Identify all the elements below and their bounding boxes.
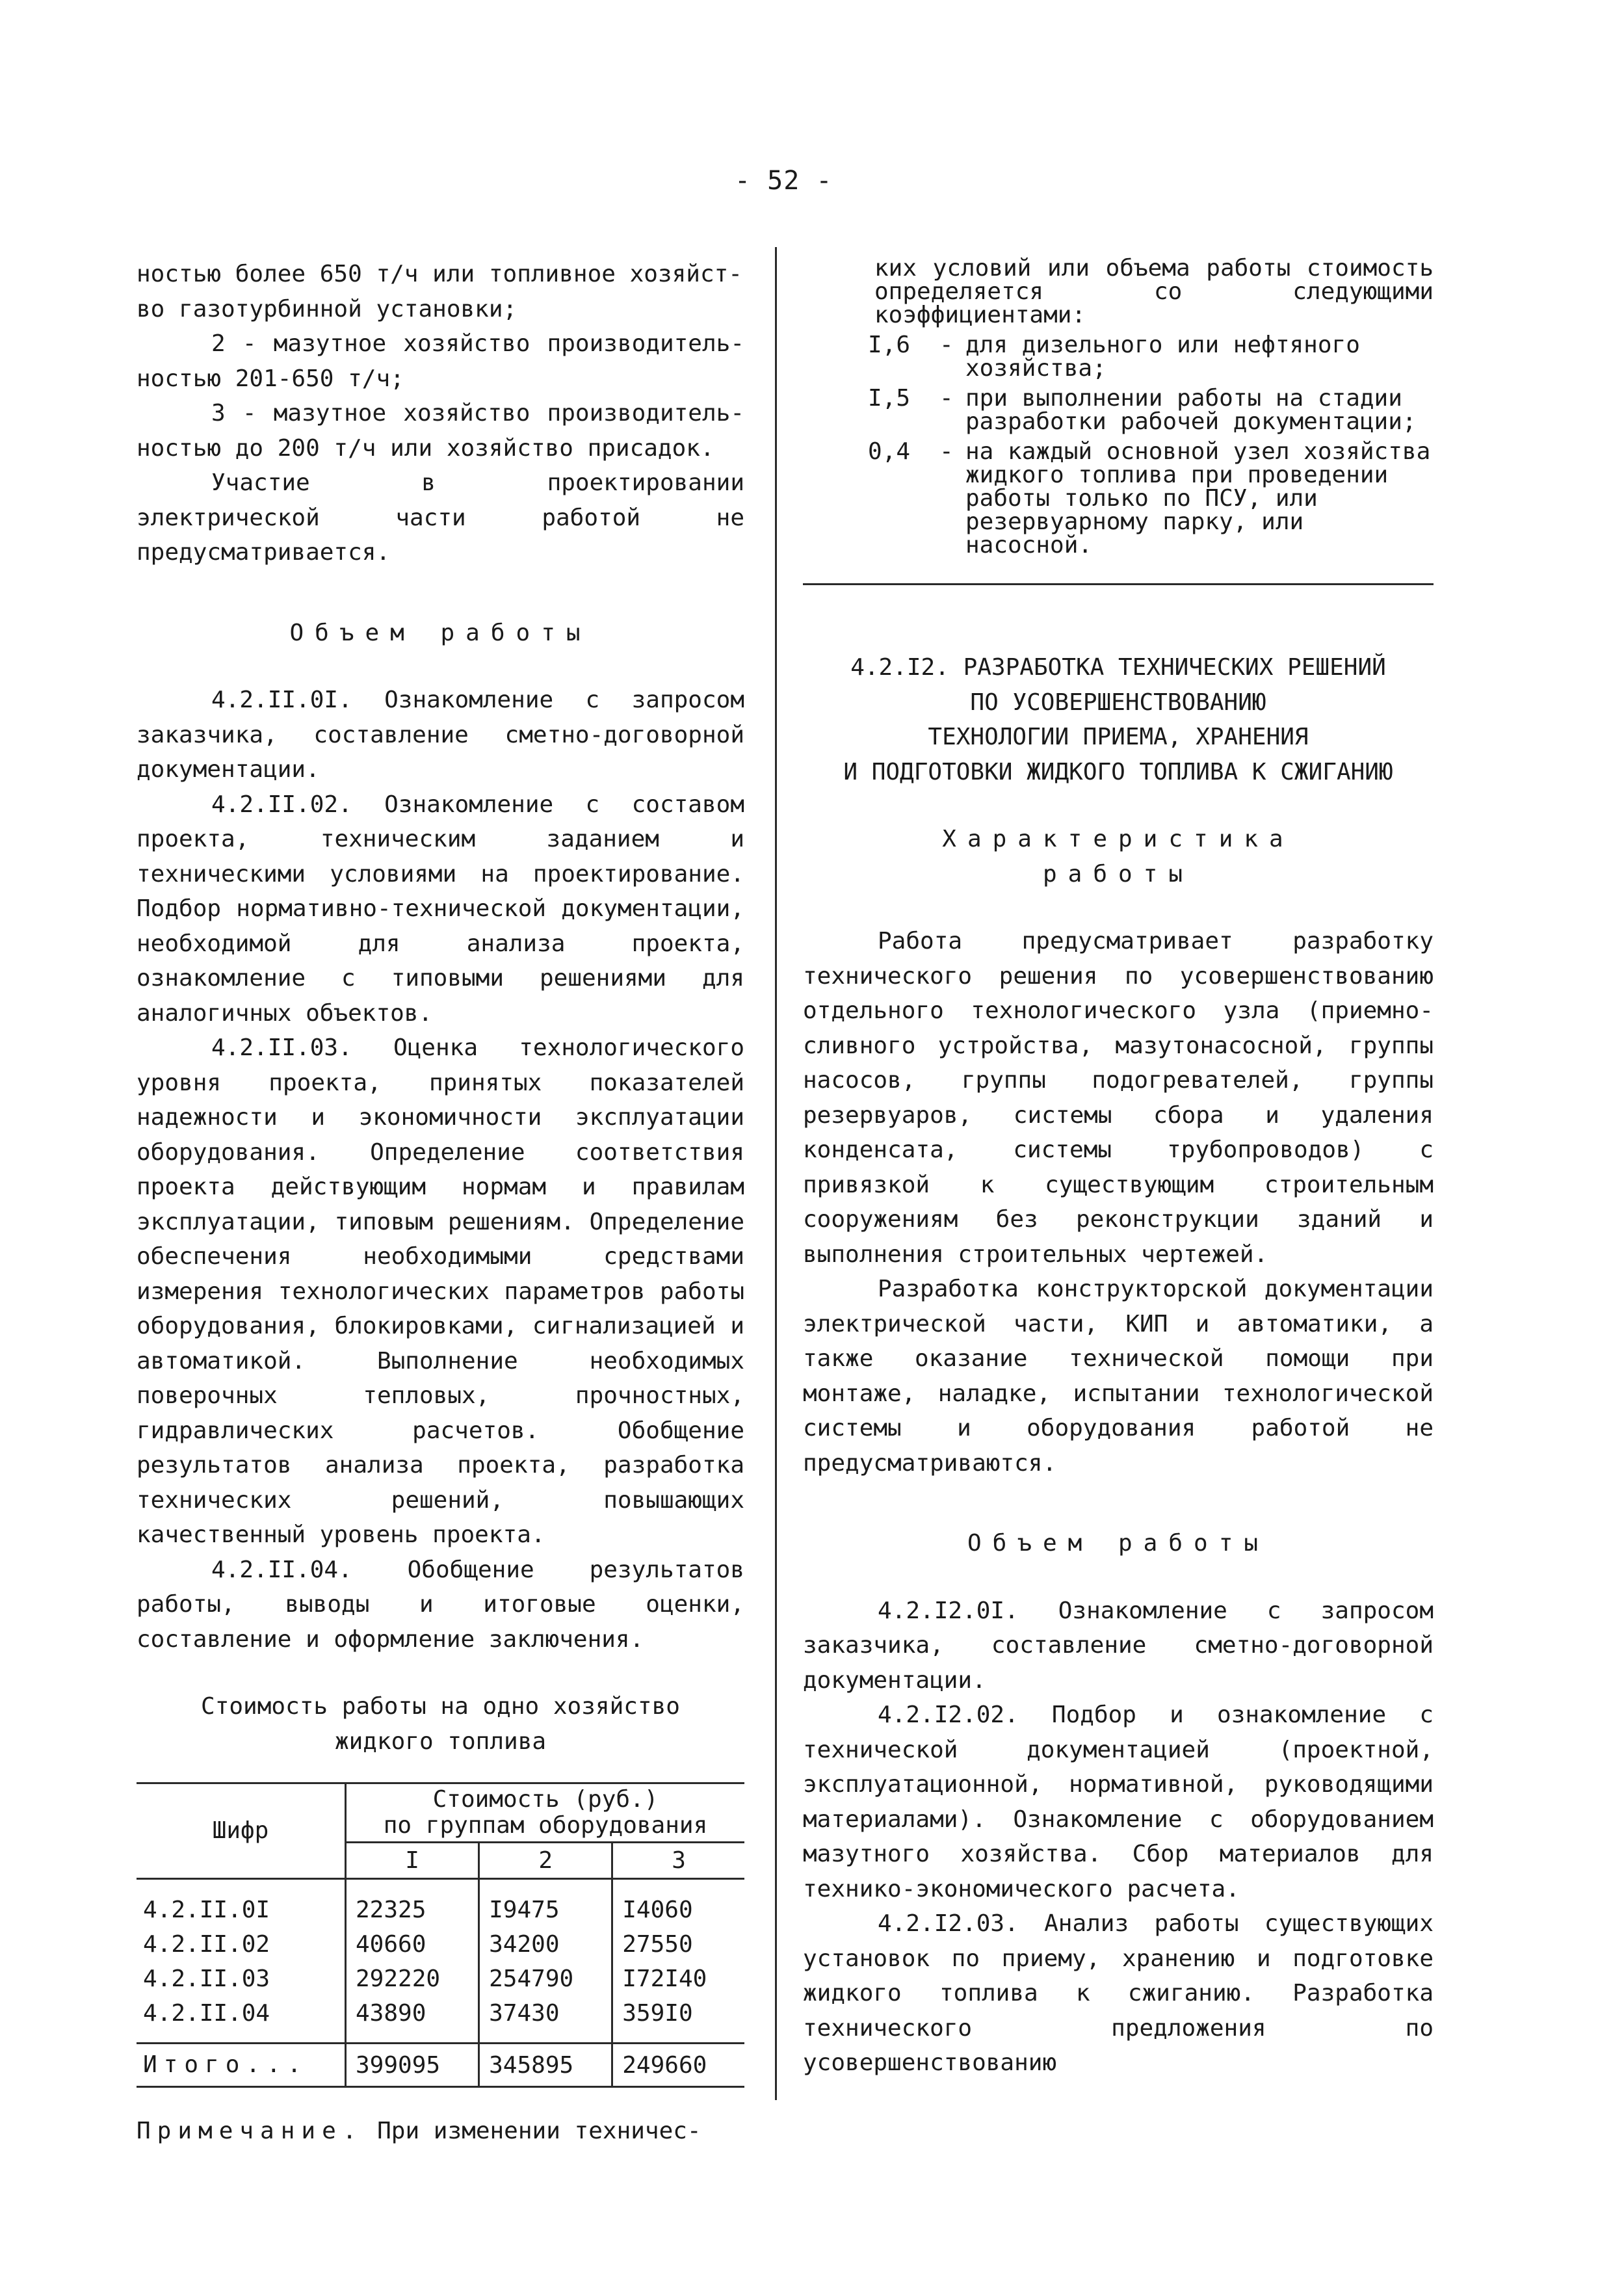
row-value-group-1: 43890 — [346, 1996, 479, 2044]
coefficient-item — [803, 440, 1434, 557]
coefficient-text: при выполнении работы на стадии разработки рабочей документации; — [965, 385, 1417, 435]
row-code: 4.2.II.04 — [143, 2000, 270, 2027]
group-1-header: I — [346, 1843, 479, 1879]
coefficient-item — [803, 334, 1434, 380]
row-value-group-2: I9475 — [479, 1879, 612, 1928]
left-column — [137, 257, 744, 2149]
participation-note: Участие в проектировании электрической части работой не предусматривается. — [137, 469, 744, 566]
section-title-line-1: 4.2.I2. РАЗРАБОТКА ТЕХНИЧЕСКИХ РЕШЕНИЙ — [850, 654, 1386, 681]
coefficient-value: I,5 — [868, 385, 911, 412]
intro-line-2: во газотурбинной установки; — [137, 295, 517, 322]
note-text: При изменении техничес- — [377, 2118, 701, 2144]
col-cost-header — [346, 1783, 745, 1843]
total-label: Итого... — [143, 2051, 308, 2078]
row-value-group-2: 34200 — [479, 1927, 612, 1962]
group-2-header: 2 — [479, 1843, 612, 1879]
page-number: - 52 - — [735, 166, 833, 196]
coefficient-dash: - — [939, 438, 954, 465]
step-4-2-11-01: 4.2.II.0I. Ознакомление с запросом заказчика, составление сметно-договорной документации. — [137, 687, 744, 783]
row-value-group-3: I72I40 — [612, 1962, 744, 1996]
table-caption-line-2: жидкого топлива — [334, 1728, 547, 1755]
coefficient-dash: - — [939, 385, 954, 412]
section-title-line-2: ПО УСОВЕРШЕНСТВОВАНИЮ — [970, 689, 1266, 716]
characteristic-heading-line-2: работы — [1042, 860, 1194, 888]
step-4-2-12-02: 4.2.I2.02. Подбор и ознакомление с технической документацией (проектной, эксплуатационной, нормативной, руководящими материалами). Ознакомление с оборудованием мазутного хозяйства. Сбор материалов для технико-экономического расчета. — [803, 1702, 1434, 1902]
table-row — [137, 1962, 744, 1996]
step-4-2-11-04: 4.2.II.04. Обобщение результатов работы, выводы и итоговые оценки, составление и оформление заключения. — [137, 1556, 744, 1653]
characteristic-paragraph-1: Работа предусматривает разработку технического решения по усовершенствованию отдельного технологического узла (приемно-сливного устройства, мазутонасосной, группы насосов, группы подогревателей, группы резервуаров, системы сбора и удаления конденсата, системы трубопроводов) с привязкой к существующим строительным сооружениям без реконструкции зданий и выполнения строительных чертежей. — [803, 928, 1434, 1268]
equipment-group-3: 3 - мазутное хозяйство производитель-ностью до 200 т/ч или хозяйство присадок. — [137, 400, 744, 462]
cost-table — [137, 1782, 744, 2088]
row-code: 4.2.II.03 — [143, 1966, 270, 1992]
row-value-group-2: 37430 — [479, 1996, 612, 2044]
section-title-line-4: И ПОДГОТОВКИ ЖИДКОГО ТОПЛИВА К СЖИГАНИЮ — [843, 758, 1393, 785]
col-cost-header-line-1: Стоимость (руб.) — [432, 1786, 659, 1813]
group-3-header: 3 — [612, 1843, 744, 1879]
row-value-group-3: I4060 — [612, 1879, 744, 1928]
intro-line-1: ностью более 650 т/ч или топливное хозяйст- — [137, 261, 742, 287]
section-title — [803, 650, 1434, 789]
row-value-group-2: 254790 — [479, 1962, 612, 1996]
scope-heading: Объем работы — [289, 619, 592, 646]
step-4-2-12-01: 4.2.I2.0I. Ознакомление с запросом заказчика, составление сметно-договорной документации. — [803, 1597, 1434, 1694]
coefficient-value: I,6 — [868, 332, 911, 358]
coefficient-dash: - — [939, 332, 954, 358]
table-row — [137, 1927, 744, 1962]
column-divider — [775, 247, 777, 2100]
step-4-2-11-03: 4.2.II.03. Оценка технологического уровня проекта, принятых показателей надежности и экономичности эксплуатации оборудования. Определение соответствия проекта действующим нормам и правилам эксплуатации, типовым решениям. Определение обеспечения необходимыми средствами измерения технологических параметров работы оборудования, блокировками, сигнализацией и автоматикой. Выполнение необходимых поверочных тепловых, прочностных, гидравлических расчетов. Обобщение результатов анализа проекта, разработка технических решений, повышающих качественный уровень проекта. — [137, 1034, 744, 1548]
col-cost-header-line-2: по группам оборудования — [383, 1812, 708, 1839]
characteristic-paragraph-2: Разработка конструкторской документации электрической части, КИП и автоматики, а также оказание технической помощи при монтаже, наладке, испытании технологической системы и оборудования работой не предусматриваются. — [803, 1276, 1434, 1477]
note — [137, 2114, 744, 2149]
row-value-group-1: 292220 — [346, 1962, 479, 1996]
coefficient-item — [803, 387, 1434, 434]
table-caption-line-1: Стоимость работы на одно хозяйство — [201, 1693, 680, 1720]
row-value-group-3: 359I0 — [612, 1996, 744, 2044]
scope-heading-right: Объем работы — [967, 1530, 1270, 1557]
equipment-group-2: 2 - мазутное хозяйство производитель-ностью 201-650 т/ч; — [137, 330, 744, 392]
coefficient-text: на каждый основной узел хозяйства жидкого топлива при проведении работы только по ПСУ, или резервуарному парку, или насосной. — [965, 438, 1431, 559]
step-4-2-11-02: 4.2.II.02. Ознакомление с составом проекта, техническим заданием и техническими условиями на проектирование. Подбор нормативно-технической документации, необходимой для анализа проекта, ознакомление с типовыми решениями для аналогичных объектов. — [137, 791, 744, 1027]
row-code: 4.2.II.02 — [143, 1931, 270, 1958]
coefficient-value: 0,4 — [868, 438, 911, 465]
row-value-group-3: 27550 — [612, 1927, 744, 1962]
note-continuation: ких условий или объема работы стоимость определяется со следующими коэффициентами: — [874, 255, 1434, 328]
total-value-group-1: 399095 — [346, 2044, 479, 2087]
section-separator — [803, 583, 1434, 585]
note-label: Примечание. — [137, 2118, 363, 2144]
step-4-2-12-03: 4.2.I2.03. Анализ работы существующих установок по приему, хранению и подготовке жидкого топлива к сжиганию. Разработка технического предложения по усовершенствованию — [803, 1910, 1434, 2076]
row-value-group-1: 40660 — [346, 1927, 479, 1962]
total-value-group-2: 345895 — [479, 2044, 612, 2087]
table-row — [137, 1996, 744, 2044]
coefficient-text: для дизельного или нефтяного хозяйства; — [965, 332, 1360, 382]
right-column — [803, 257, 1434, 2081]
col-code-header: Шифр — [212, 1817, 269, 1844]
row-value-group-1: 22325 — [346, 1879, 479, 1928]
table-total-row — [137, 2044, 744, 2087]
row-code: 4.2.II.0I — [143, 1897, 270, 1923]
section-title-line-3: ТЕХНОЛОГИИ ПРИЕМА, ХРАНЕНИЯ — [928, 724, 1309, 750]
table-row — [137, 1879, 744, 1928]
total-value-group-3: 249660 — [612, 2044, 744, 2087]
characteristic-heading-line-1: Характеристика — [942, 826, 1294, 852]
